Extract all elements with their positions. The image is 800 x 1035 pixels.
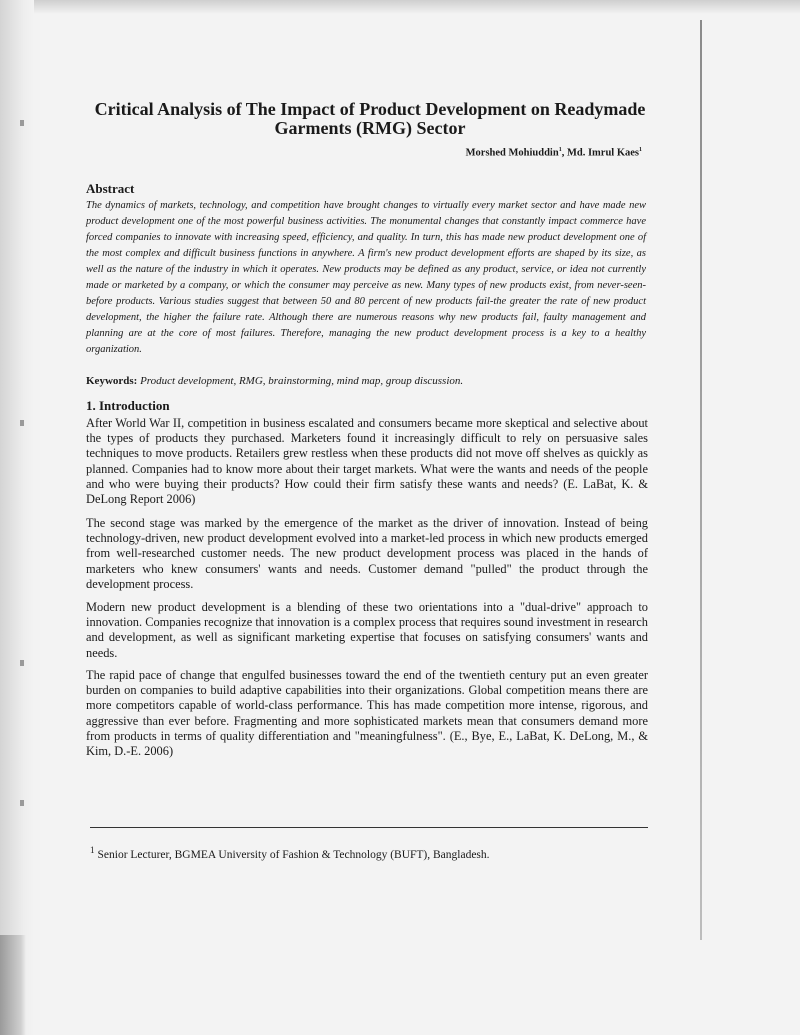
abstract-text: The dynamics of markets, technology, and competition have brought changes to virtually every market sector and have made new product development one of the most powerful business activities. The monumental changes that constantly impact commerce have forced companies to innovate with increasing speed, efficiency, and quality. In turn, this has made new product development one of the most complex and difficult business functions in anywhere. A firm's new product development efforts are shaped by its size, as well as the nature of the industry in which it operates. New products may be defined as any product, service, or idea not currently made or marketed by a company, or which the consumer may perceive as new. Many types of new products exist, from never-seen-before products. Various studies suggest that between 50 and 80 percent of new products fail-the greater the rate of new product development, the higher the failure rate. Although there are numerous reasons why new products fail, faulty management and planning are at the core of most failures. Therefore, managing the new product development process is a key to a healthy organization. [86,200,646,355]
binding-mark [20,800,24,806]
page-edge [700,20,702,940]
author-footnote-mark: 1 [639,147,642,153]
footnote-divider [90,827,648,828]
keywords-text: Product development, RMG, brainstorming, mind map, group discussion. [137,375,464,387]
scan-corner-shadow [0,935,26,1035]
binding-mark [20,660,24,666]
footnote-text: Senior Lecturer, BGMEA University of Fashion & Technology (BUFT), Bangladesh. [97,848,490,861]
author-name: Morshed Mohiuddin [465,147,559,159]
author-footnote-mark: 1 [558,147,562,153]
body-paragraph: After World War II, competition in business escalated and consumers became more skeptical and selective about the types of products they purchased. Marketers found it increasingly difficult to rely on persuasive sales techniques to move products. Retailers grew restless when these products did not move off shelves as quickly as planned. Companies had to know more about their target markets. What were the wants and needs of the people and who were buying their products? How could their firm satisfy these wants and needs? (E. LaBat, K. & DeLong Report 2006) [86,416,648,507]
author-name: Md. Imrul Kaes [566,147,639,159]
keywords-line [86,375,646,387]
body-paragraph: The second stage was marked by the emergence of the market as the driver of innovation. Instead of being technology-driven, new product development evolved into a market-led process in which new products emerged from well-researched customer needs. The new product development process was placed in the hands of marketers who knew consumers' wants and needs. Customer demand "pulled" the product through the development process. [86,516,648,591]
keywords-label: Keywords: [86,375,138,387]
body-paragraph: The rapid pace of change that engulfed businesses toward the end of the twentieth century put an even greater burden on companies to build adaptive capabilities into their organizations. Global competition means there are more competitors capable of world-class performance. This has made competition more intense, rigorous, and aggressive than ever before. Fragmenting and more sophisticated markets mean that consumers demand more from products in terms of quality differentiation and "meaningfulness". (E., Bye, E., LaBat, K. DeLong, M., & Kim, D.-E. 2006) [86,668,648,759]
author-line [466,147,642,159]
abstract-heading: Abstract [86,181,135,196]
scan-left-shadow [0,0,34,1035]
author-separator: , [561,147,567,159]
binding-mark [20,420,24,426]
body-paragraph: Modern new product development is a blending of these two orientations into a "dual-drive" approach to innovation. Companies recognize that innovation is a complex process that requires sound investment in research and development, as well as significant marketing expertise that focuses on satisfying consumers' wants and needs. [86,600,648,660]
section-heading-introduction: 1. Introduction [86,398,170,413]
paper-title: Critical Analysis of The Impact of Product Development on Readymade Garments (RMG) Sector [94,99,646,138]
binding-mark [20,120,24,126]
footnote-marker: 1 [90,845,95,855]
footnote [90,845,490,861]
scan-top-shadow [0,0,800,14]
